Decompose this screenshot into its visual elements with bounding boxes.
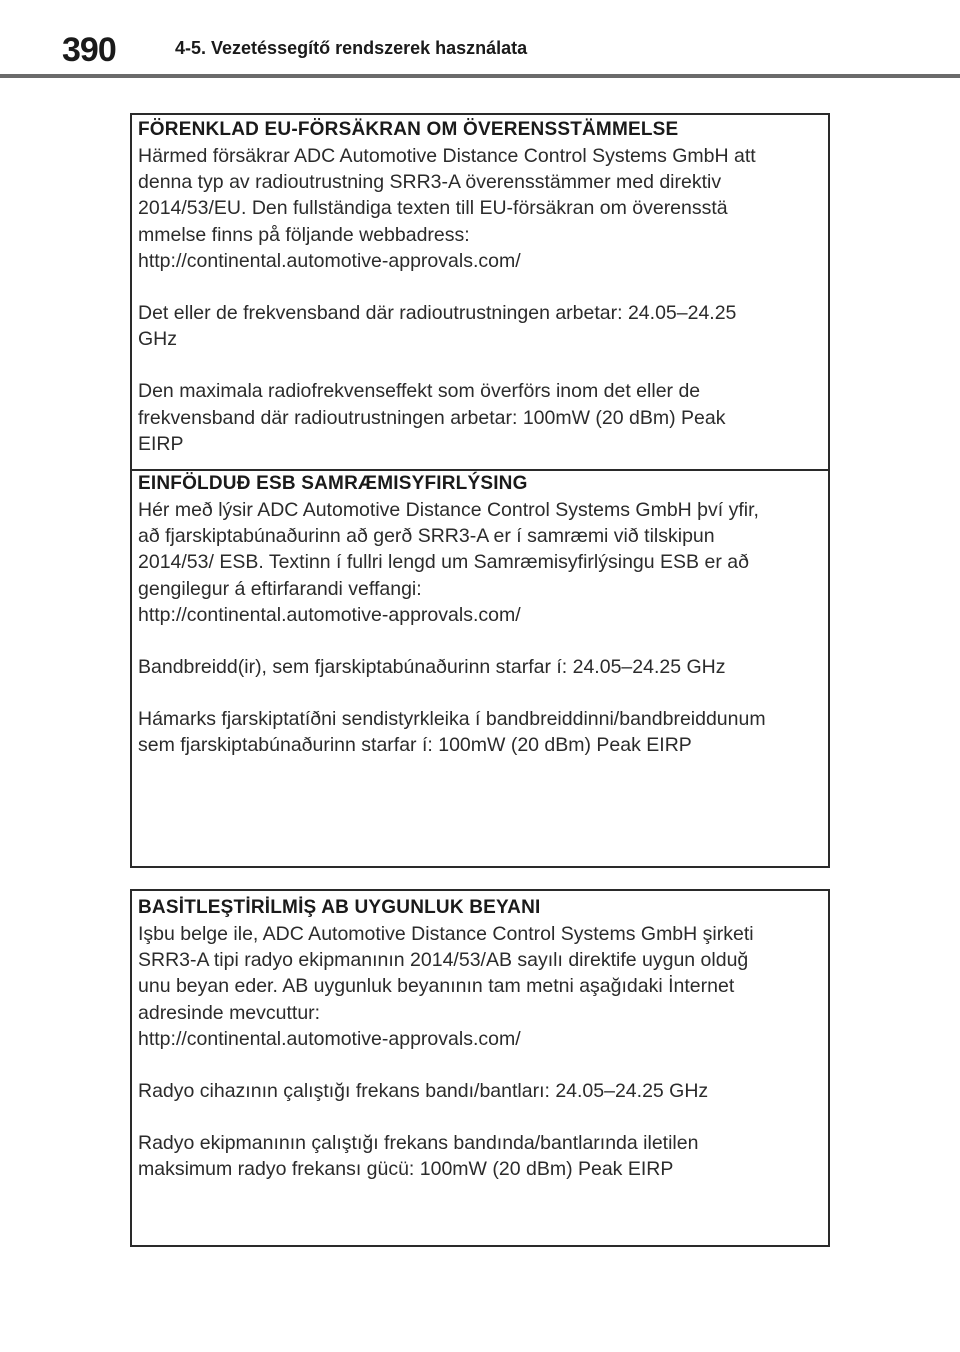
page-header xyxy=(0,0,960,80)
declaration-swedish xyxy=(132,117,828,469)
declaration-turkish xyxy=(132,895,828,1183)
frequency-band-paragraph: Bandbreidd(ir), sem fjarskiptabúnaðurinn starfar í: 24.05–24.25 GHz xyxy=(138,656,726,679)
declaration-paragraph: Härmed försäkrar ADC Automotive Distance Control Systems GmbH att denna typ av radioutrustning SRR3-A överensstämmer med direktiv 2014/53/EU. Den fullständiga texten till EU-försäkran om överensstä mmelse finns på följande webbadress: http://continental.automotive-approvals.com/ xyxy=(138,145,756,272)
max-power-paragraph: Radyo ekipmanının çalıştığı frekans bandında/bantlarında iletilen maksimum radyo frekansı gücü: 100mW (20 dBm) Peak EIRP xyxy=(138,1132,699,1181)
section-title: 4-5. Vezetéssegítő rendszerek használata xyxy=(175,38,528,58)
declaration-box-swedish-icelandic xyxy=(130,113,830,868)
declaration-paragraph: Hér með lýsir ADC Automotive Distance Control Systems GmbH því yfir, að fjarskiptabúnaðurinn að gerð SRR3-A er í samræmi við tilskipun 2014/53/ ESB. Textinn í fullri lengd um Samræmisyfirlýsingu ESB er að gengilegur á eftirfarandi veffangi: http://continental.automotive-approvals.com/ xyxy=(138,499,759,626)
declaration-heading: EINFÖLDUÐ ESB SAMRÆMISYFIRLÝSING xyxy=(138,473,528,494)
max-power-paragraph: Den maximala radiofrekvenseffekt som överförs inom det eller de frekvensband där radioutrustningen arbetar: 100mW (20 dBm) Peak EIRP xyxy=(138,380,726,455)
declaration-box-turkish xyxy=(130,889,830,1247)
frequency-band-paragraph: Radyo cihazının çalıştığı frekans bandı/bantları: 24.05–24.25 GHz xyxy=(138,1080,709,1103)
declaration-icelandic xyxy=(132,469,828,759)
declaration-paragraph: Işbu belge ile, ADC Automotive Distance Control Systems GmbH şirketi SRR3-A tipi radyo ekipmanının 2014/53/AB sayılı direktife uygun olduğ unu beyan eder. AB uygunluk beyanının tam metni aşağıdaki İnternet adresinde mevcuttur: http://continental.automotive-approvals.com/ xyxy=(138,923,754,1050)
declaration-heading: FÖRENKLAD EU-FÖRSÄKRAN OM ÖVERENSSTÄMMELSE xyxy=(138,119,679,140)
frequency-band-paragraph: Det eller de frekvensband där radioutrustningen arbetar: 24.05–24.25 GHz xyxy=(138,302,737,351)
declaration-heading: BASİTLEŞTİRİLMİŞ AB UYGUNLUK BEYANI xyxy=(138,897,541,918)
max-power-paragraph: Hámarks fjarskiptatíðni sendistyrkleika í bandbreiddinni/bandbreiddunum sem fjarskiptabúnaðurinn starfar í: 100mW (20 dBm) Peak EIRP xyxy=(138,708,766,757)
header-divider xyxy=(0,74,960,78)
page-number: 390 xyxy=(62,31,116,69)
